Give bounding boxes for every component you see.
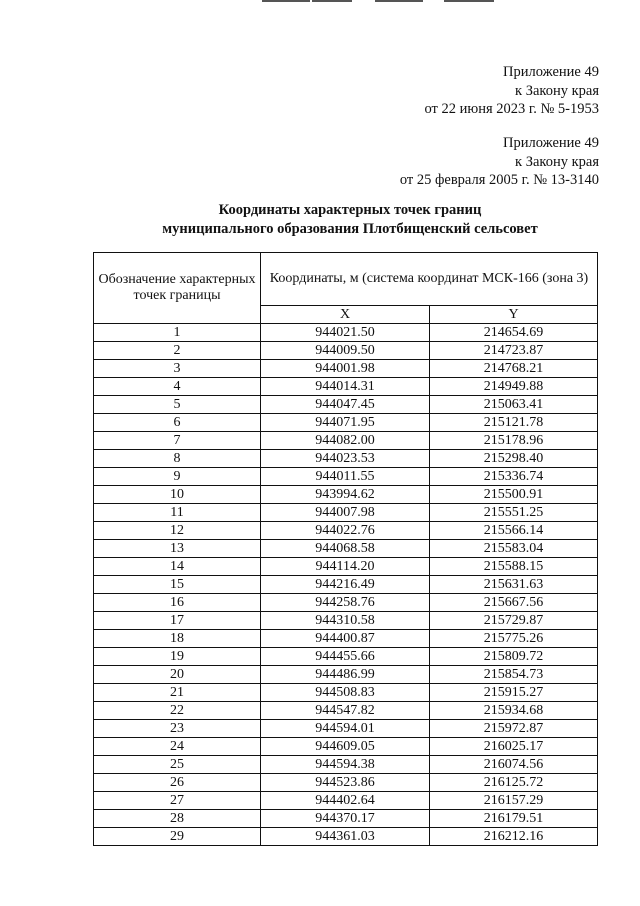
y-coordinate-cell: 216212.16	[430, 828, 598, 846]
table-row	[94, 450, 598, 468]
x-coordinate-cell: 944361.03	[261, 828, 430, 846]
y-coordinate-cell: 215972.87	[430, 720, 598, 738]
x-coordinate-cell: 944022.76	[261, 522, 430, 540]
table-row	[94, 432, 598, 450]
y-coordinate-cell: 215551.25	[430, 504, 598, 522]
point-number-cell: 29	[94, 828, 261, 846]
table-row	[94, 324, 598, 342]
point-number-cell: 3	[94, 360, 261, 378]
table-row	[94, 468, 598, 486]
y-coordinate-cell: 214949.88	[430, 378, 598, 396]
x-coordinate-cell: 944014.31	[261, 378, 430, 396]
x-coordinate-cell: 944508.83	[261, 684, 430, 702]
y-coordinate-cell: 215934.68	[430, 702, 598, 720]
point-number-cell: 7	[94, 432, 261, 450]
x-coordinate-cell: 944021.50	[261, 324, 430, 342]
point-number-cell: 14	[94, 558, 261, 576]
y-coordinate-cell: 215178.96	[430, 432, 598, 450]
y-coordinate-cell: 214723.87	[430, 342, 598, 360]
point-number-cell: 23	[94, 720, 261, 738]
y-coordinate-cell: 216157.29	[430, 792, 598, 810]
table-row	[94, 666, 598, 684]
table-row	[94, 684, 598, 702]
point-number-cell: 15	[94, 576, 261, 594]
point-number-cell: 16	[94, 594, 261, 612]
table-row	[94, 504, 598, 522]
title-line-1: Координаты характерных точек границ	[218, 202, 482, 218]
x-coordinate-cell: 944216.49	[261, 576, 430, 594]
appendix-law-ref: к Закону края	[515, 153, 599, 170]
point-number-cell: 19	[94, 648, 261, 666]
appendix-header-original	[239, 134, 599, 190]
y-coordinate-cell: 215063.41	[430, 396, 598, 414]
x-coordinate-cell: 944310.58	[261, 612, 430, 630]
table-row	[94, 612, 598, 630]
point-number-cell: 9	[94, 468, 261, 486]
y-coordinate-cell: 216074.56	[430, 756, 598, 774]
x-coordinate-cell: 944455.66	[261, 648, 430, 666]
appendix-number: Приложение 49	[503, 135, 599, 151]
point-number-cell: 24	[94, 738, 261, 756]
y-column-header: Y	[430, 306, 598, 324]
table-row	[94, 558, 598, 576]
y-coordinate-cell: 215336.74	[430, 468, 598, 486]
x-coordinate-cell: 944594.38	[261, 756, 430, 774]
table-row	[94, 396, 598, 414]
y-coordinate-cell: 215667.56	[430, 594, 598, 612]
table-row	[94, 630, 598, 648]
x-coordinate-cell: 944594.01	[261, 720, 430, 738]
point-number-cell: 1	[94, 324, 261, 342]
point-number-cell: 20	[94, 666, 261, 684]
table-row	[94, 720, 598, 738]
x-column-header: X	[261, 306, 430, 324]
x-coordinate-cell: 944082.00	[261, 432, 430, 450]
point-number-cell: 2	[94, 342, 261, 360]
table-row	[94, 810, 598, 828]
point-number-cell: 28	[94, 810, 261, 828]
point-number-cell: 18	[94, 630, 261, 648]
point-number-cell: 13	[94, 540, 261, 558]
x-coordinate-cell: 944547.82	[261, 702, 430, 720]
point-number-cell: 5	[94, 396, 261, 414]
x-coordinate-cell: 944114.20	[261, 558, 430, 576]
point-number-cell: 25	[94, 756, 261, 774]
coordinates-table-body	[94, 324, 598, 846]
table-row	[94, 522, 598, 540]
y-coordinate-cell: 215915.27	[430, 684, 598, 702]
table-row	[94, 540, 598, 558]
appendix-date: от 25 февраля 2005 г. № 13-3140	[399, 172, 599, 188]
x-coordinate-cell: 944023.53	[261, 450, 430, 468]
table-row	[94, 360, 598, 378]
y-coordinate-cell: 214768.21	[430, 360, 598, 378]
x-coordinate-cell: 944400.87	[261, 630, 430, 648]
x-coordinate-cell: 944071.95	[261, 414, 430, 432]
y-coordinate-cell: 215583.04	[430, 540, 598, 558]
point-number-cell: 12	[94, 522, 261, 540]
y-coordinate-cell: 215500.91	[430, 486, 598, 504]
x-coordinate-cell: 944402.64	[261, 792, 430, 810]
y-coordinate-cell: 215298.40	[430, 450, 598, 468]
top-edge-rule	[444, 0, 494, 2]
table-row	[94, 738, 598, 756]
y-coordinate-cell: 216025.17	[430, 738, 598, 756]
y-coordinate-cell: 215809.72	[430, 648, 598, 666]
table-row	[94, 342, 598, 360]
y-coordinate-cell: 215121.78	[430, 414, 598, 432]
point-number-cell: 17	[94, 612, 261, 630]
document-title	[40, 201, 640, 239]
y-coordinate-cell: 216125.72	[430, 774, 598, 792]
point-number-cell: 6	[94, 414, 261, 432]
top-edge-rule	[262, 0, 310, 2]
coordinates-table	[93, 252, 598, 846]
point-number-cell: 22	[94, 702, 261, 720]
y-coordinate-cell: 214654.69	[430, 324, 598, 342]
x-coordinate-cell: 944486.99	[261, 666, 430, 684]
point-number-cell: 11	[94, 504, 261, 522]
table-row	[94, 594, 598, 612]
point-number-cell: 27	[94, 792, 261, 810]
top-edge-rule	[312, 0, 352, 2]
x-coordinate-cell: 943994.62	[261, 486, 430, 504]
point-number-cell: 4	[94, 378, 261, 396]
table-row	[94, 576, 598, 594]
x-coordinate-cell: 944370.17	[261, 810, 430, 828]
x-coordinate-cell: 944258.76	[261, 594, 430, 612]
table-row	[94, 702, 598, 720]
appendix-law-ref: к Закону края	[515, 82, 599, 99]
x-coordinate-cell: 944007.98	[261, 504, 430, 522]
x-coordinate-cell: 944011.55	[261, 468, 430, 486]
top-edge-rule	[375, 0, 423, 2]
table-row	[94, 378, 598, 396]
y-coordinate-cell: 215631.63	[430, 576, 598, 594]
table-row	[94, 792, 598, 810]
point-number-cell: 8	[94, 450, 261, 468]
table-row	[94, 774, 598, 792]
x-coordinate-cell: 944068.58	[261, 540, 430, 558]
point-number-cell: 21	[94, 684, 261, 702]
appendix-header-current	[239, 63, 599, 119]
y-coordinate-cell: 215775.26	[430, 630, 598, 648]
table-row	[94, 756, 598, 774]
appendix-number: Приложение 49	[503, 64, 599, 80]
table-row	[94, 828, 598, 846]
y-coordinate-cell: 215854.73	[430, 666, 598, 684]
table-row	[94, 486, 598, 504]
points-column-header: Обозначение характерных точек границы	[94, 253, 261, 324]
title-line-2: муниципального образования Плотбищенский сельсовет	[162, 221, 538, 237]
y-coordinate-cell: 216179.51	[430, 810, 598, 828]
x-coordinate-cell: 944047.45	[261, 396, 430, 414]
x-coordinate-cell: 944609.05	[261, 738, 430, 756]
table-row	[94, 648, 598, 666]
x-coordinate-cell: 944523.86	[261, 774, 430, 792]
y-coordinate-cell: 215566.14	[430, 522, 598, 540]
table-row	[94, 414, 598, 432]
appendix-date: от 22 июня 2023 г. № 5-1953	[424, 101, 599, 117]
point-number-cell: 26	[94, 774, 261, 792]
y-coordinate-cell: 215729.87	[430, 612, 598, 630]
y-coordinate-cell: 215588.15	[430, 558, 598, 576]
x-coordinate-cell: 944001.98	[261, 360, 430, 378]
point-number-cell: 10	[94, 486, 261, 504]
x-coordinate-cell: 944009.50	[261, 342, 430, 360]
coordinates-column-header: Координаты, м (система координат МСК-166 (зона 3)	[261, 253, 598, 306]
